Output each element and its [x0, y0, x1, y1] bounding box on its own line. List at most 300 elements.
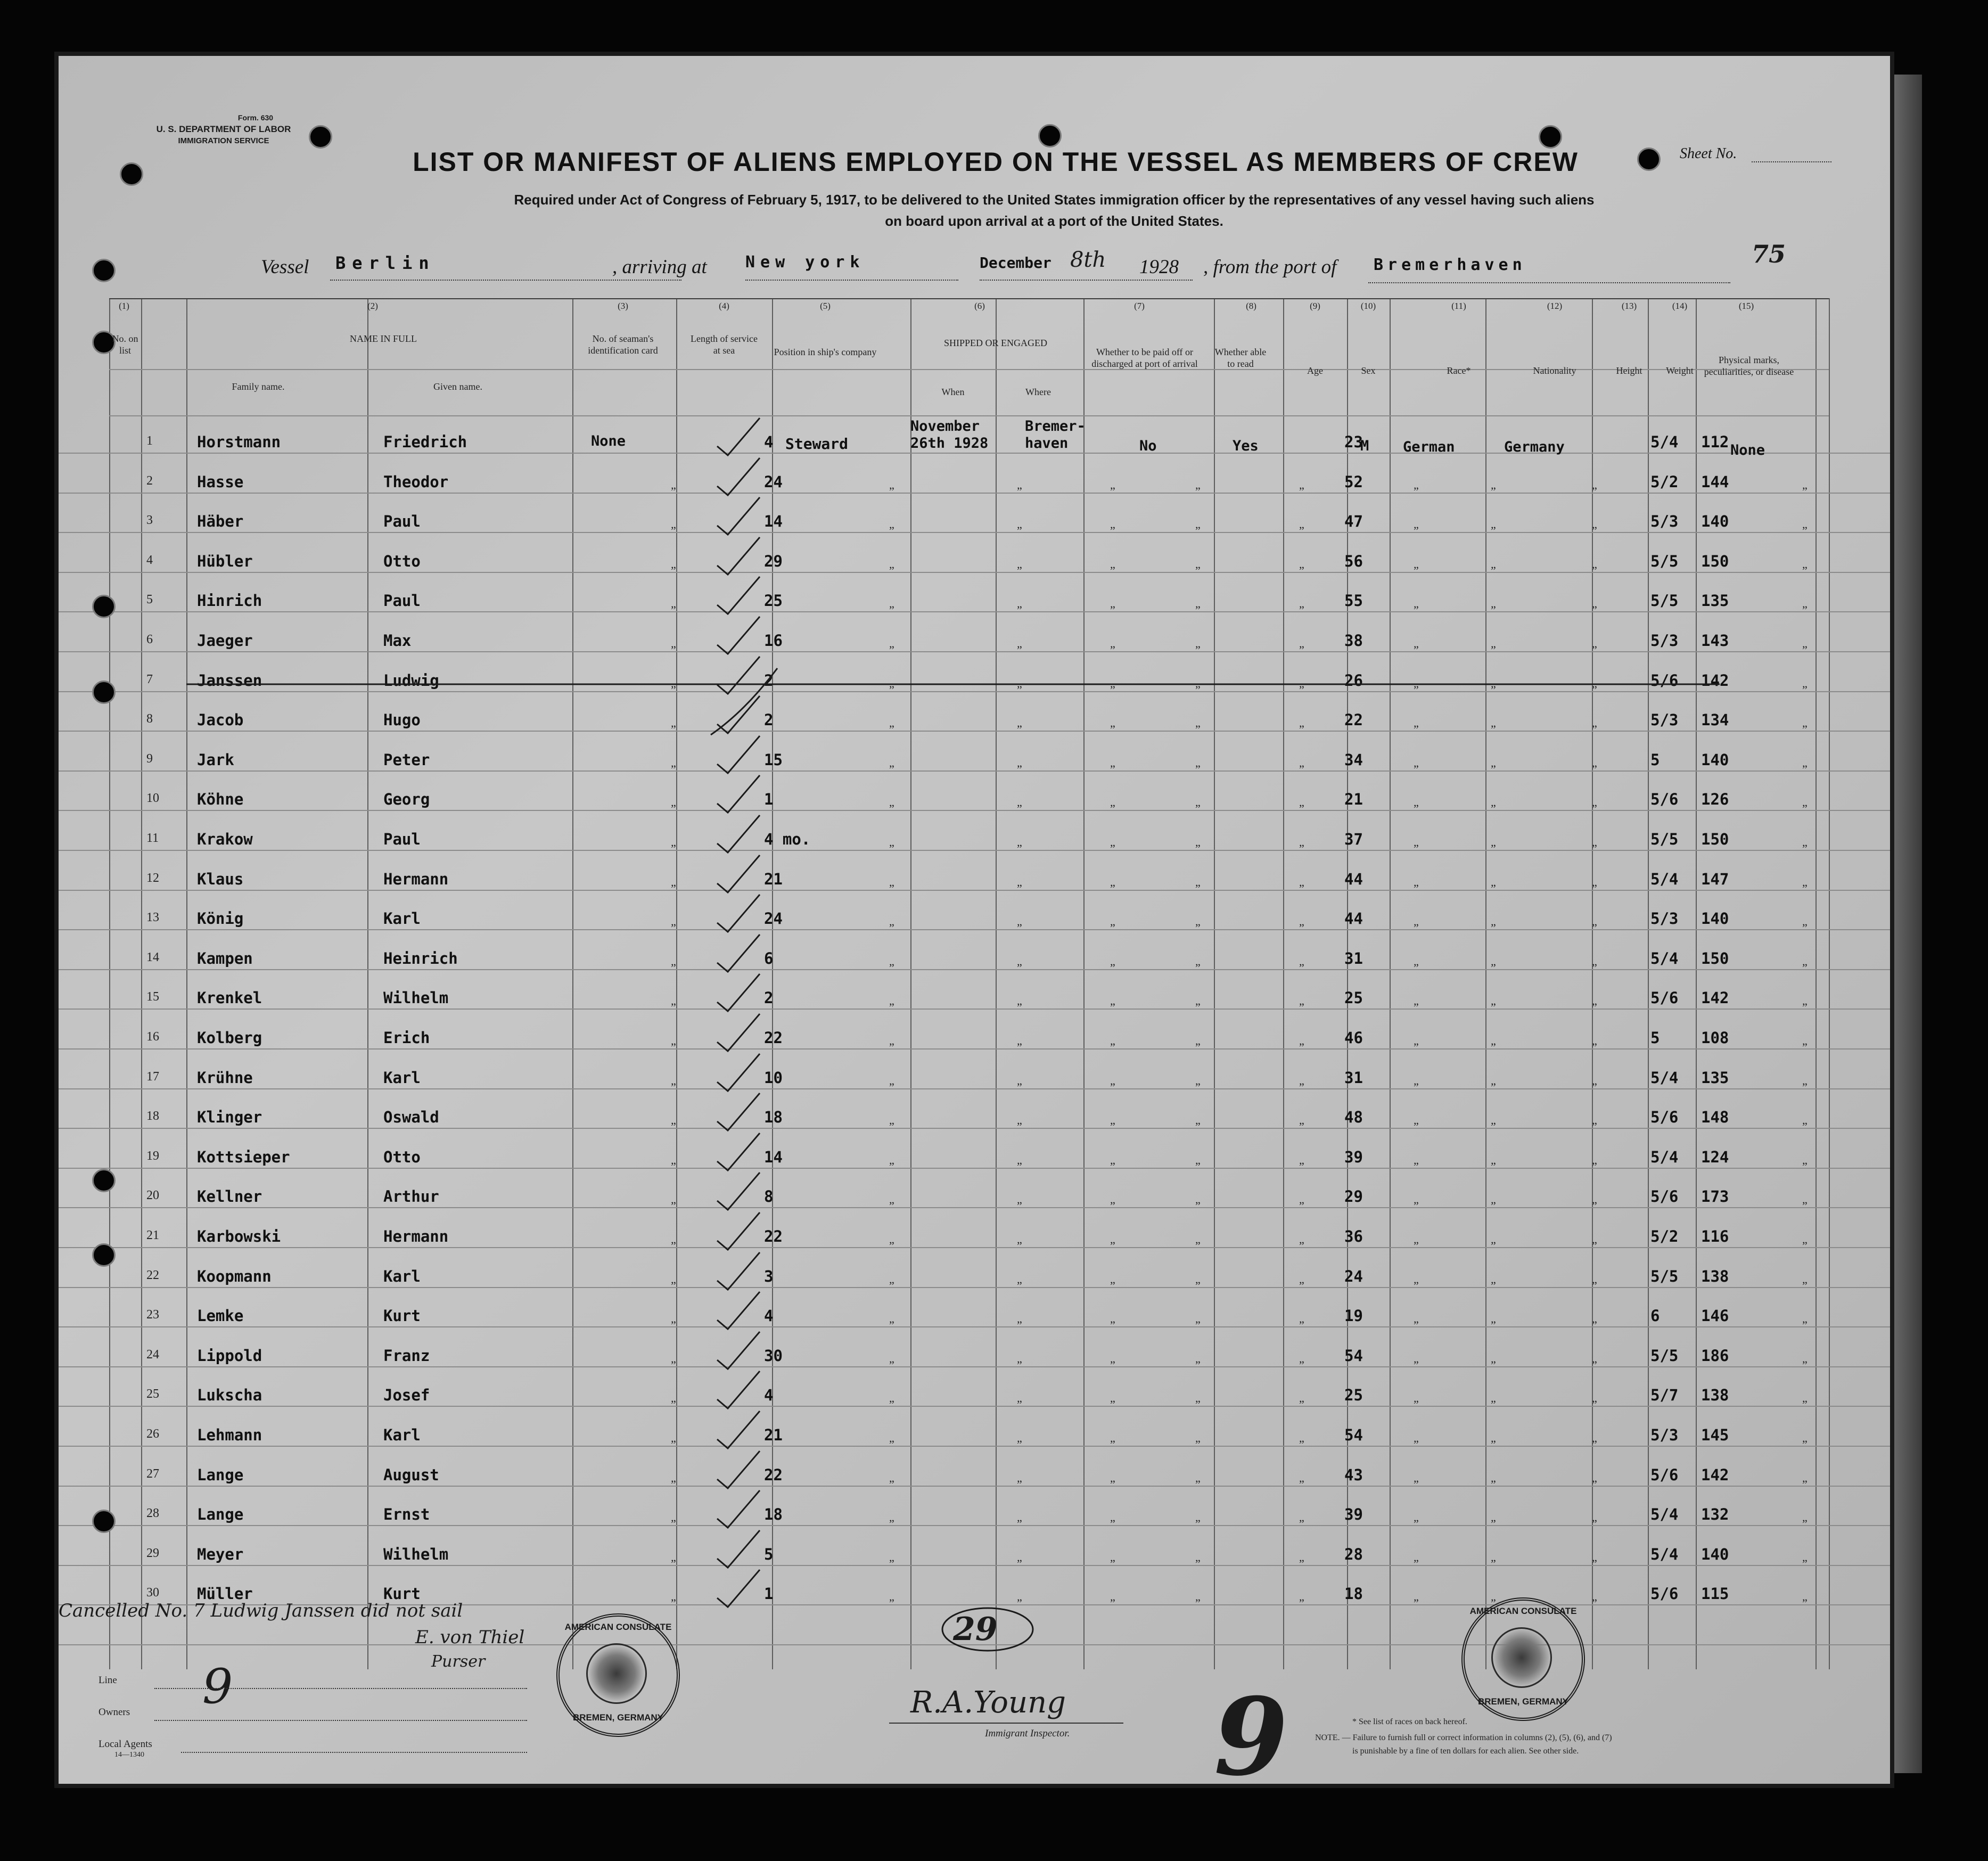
ditto-mark: „ — [1195, 518, 1201, 531]
height: 5 — [1650, 1029, 1660, 1047]
vessel-name: Berlin — [335, 253, 436, 273]
ditto-mark: „ — [1110, 1431, 1115, 1445]
height: 5/6 — [1650, 790, 1679, 809]
service-length: 22 — [764, 1029, 783, 1047]
ditto-mark: „ — [1802, 1272, 1808, 1286]
eagle-seal-icon — [586, 1643, 647, 1704]
service-length: 14 — [764, 512, 783, 531]
ditto-mark: „ — [1017, 1272, 1022, 1286]
ditto-mark: „ — [1110, 1471, 1115, 1485]
ditto-mark: „ — [1491, 1034, 1496, 1047]
height: 5/4 — [1650, 870, 1679, 888]
ditto-mark: „ — [889, 835, 894, 849]
ditto-mark: „ — [1491, 1550, 1496, 1564]
service-length: 4 — [764, 433, 774, 451]
family-name: Häber — [197, 512, 244, 531]
able-read-value: Yes — [1233, 438, 1259, 454]
ditto-mark: „ — [1110, 1351, 1115, 1365]
height: 5/3 — [1650, 512, 1679, 531]
stamp-bottom-text: BREMEN, GERMANY — [1477, 1696, 1568, 1707]
ditto-mark: „ — [1017, 875, 1022, 889]
ditto-mark: „ — [1592, 796, 1597, 809]
ditto-mark: „ — [1195, 796, 1201, 809]
where-value: Bremer- — [1025, 418, 1086, 434]
column-number: (3) — [618, 301, 628, 311]
page-edge — [1890, 75, 1922, 1773]
officer-signature: E. von Thiel — [415, 1627, 525, 1648]
form-number: Form. 630 — [237, 113, 274, 122]
age: 24 — [1344, 1267, 1363, 1285]
ditto-mark: „ — [1491, 1233, 1496, 1246]
ditto-mark: „ — [1414, 1312, 1419, 1326]
ditto-mark: „ — [671, 835, 676, 849]
ditto-mark: „ — [1017, 676, 1022, 690]
ditto-mark: „ — [889, 1550, 894, 1564]
family-name: Janssen — [197, 671, 262, 690]
ditto-mark: „ — [1414, 756, 1419, 769]
family-name: Krühne — [197, 1068, 253, 1087]
column-number: (8) — [1246, 301, 1256, 311]
weight: 144 — [1701, 472, 1729, 491]
row-number: 14 — [146, 950, 159, 964]
form-code: 14—1340 — [114, 1751, 144, 1759]
weight: 143 — [1701, 632, 1729, 650]
ditto-mark: „ — [1802, 915, 1808, 929]
height: 5/4 — [1650, 1147, 1679, 1166]
family-name: Kolberg — [197, 1029, 262, 1047]
ditto-mark: „ — [671, 676, 676, 690]
inspector-label: Immigrant Inspector. — [985, 1728, 1070, 1739]
given-name: August — [383, 1465, 439, 1484]
ditto-mark: „ — [1592, 1431, 1597, 1445]
header-shipped: SHIPPED OR ENGAGED — [943, 338, 1047, 348]
height: 5/7 — [1650, 1386, 1679, 1405]
height: 5/5 — [1650, 1346, 1679, 1365]
ditto-mark: „ — [889, 716, 894, 730]
given-name: Max — [383, 632, 412, 650]
ditto-mark: „ — [1110, 676, 1115, 690]
ditto-mark: „ — [889, 1471, 894, 1485]
ditto-mark: „ — [1802, 518, 1808, 531]
inspector-signature: R.A.Young — [910, 1685, 1066, 1720]
agents-label: Local Agents — [98, 1739, 152, 1750]
row-number: 25 — [146, 1387, 159, 1401]
ditto-mark: „ — [1299, 1034, 1304, 1047]
family-name: Karbowski — [197, 1227, 281, 1245]
given-name: Friedrich — [383, 433, 467, 451]
ditto-mark: „ — [1414, 1590, 1419, 1604]
arriving-label: , arriving at — [612, 256, 707, 278]
column-number: (15) — [1738, 301, 1754, 311]
height: 5/5 — [1650, 830, 1679, 848]
ditto-mark: „ — [671, 557, 676, 571]
ditto-mark: „ — [1195, 478, 1201, 491]
ditto-mark: „ — [671, 716, 676, 730]
line-label: Line — [98, 1675, 117, 1686]
ditto-mark: „ — [671, 1590, 676, 1604]
height: 5/5 — [1650, 1267, 1679, 1285]
ditto-mark: „ — [1802, 756, 1808, 769]
ditto-mark: „ — [671, 1550, 676, 1564]
ditto-mark: „ — [1110, 1153, 1115, 1167]
ditto-mark: „ — [1299, 1073, 1304, 1087]
ditto-mark: „ — [671, 954, 676, 968]
ditto-mark: „ — [1491, 1431, 1496, 1445]
ditto-mark: „ — [1195, 557, 1201, 571]
ditto-mark: „ — [1110, 1113, 1115, 1127]
owners-label: Owners — [98, 1707, 130, 1718]
ditto-mark: „ — [1195, 1391, 1201, 1405]
ditto-mark: „ — [1195, 1550, 1201, 1564]
ditto-mark: „ — [1414, 637, 1419, 650]
given-name: Karl — [383, 1267, 421, 1285]
ditto-mark: „ — [1802, 954, 1808, 968]
ditto-mark: „ — [1017, 597, 1022, 611]
count-circle — [937, 1605, 1038, 1659]
service-name: IMMIGRATION SERVICE — [178, 136, 269, 145]
family-name: Kellner — [197, 1187, 262, 1206]
ditto-mark: „ — [1110, 1511, 1115, 1524]
service-length: 15 — [764, 750, 783, 769]
from-port-label: , from the port of — [1203, 256, 1337, 278]
header-where: Where — [1025, 387, 1051, 397]
ditto-mark: „ — [1592, 1073, 1597, 1087]
given-name: Paul — [383, 512, 421, 531]
ditto-mark: „ — [1802, 1113, 1808, 1127]
ditto-mark: „ — [1592, 637, 1597, 650]
departure-port: Bremerhaven — [1374, 256, 1526, 274]
family-name: Hinrich — [197, 592, 262, 610]
ditto-mark: „ — [1592, 1153, 1597, 1167]
ditto-mark: „ — [1491, 994, 1496, 1008]
given-name: Otto — [383, 1147, 421, 1166]
ditto-mark: „ — [671, 1034, 676, 1047]
height: 5/4 — [1650, 949, 1679, 968]
service-length: 3 — [764, 1267, 774, 1285]
ditto-mark: „ — [889, 875, 894, 889]
header-sex: Sex — [1361, 365, 1376, 376]
header-given-name: Given name. — [433, 381, 482, 392]
weight: 134 — [1701, 711, 1729, 729]
ditto-mark: „ — [1110, 716, 1115, 730]
family-name: Lehmann — [197, 1426, 262, 1444]
given-name: Hugo — [383, 711, 421, 729]
given-name: Franz — [383, 1346, 430, 1365]
weight: 138 — [1701, 1386, 1729, 1405]
family-name: Lemke — [197, 1307, 244, 1325]
height: 5/4 — [1650, 433, 1679, 451]
ditto-mark: „ — [1414, 994, 1419, 1008]
ditto-mark: „ — [1017, 1193, 1022, 1207]
ditto-mark: „ — [1299, 637, 1304, 650]
service-length: 16 — [764, 632, 783, 650]
family-name: Horstmann — [197, 433, 281, 451]
age: 47 — [1344, 512, 1363, 531]
service-length: 4 — [764, 1386, 774, 1405]
header-weight: Weight — [1666, 365, 1694, 376]
ditto-mark: „ — [1802, 1431, 1808, 1445]
ditto-mark: „ — [1802, 1550, 1808, 1564]
agents-underline — [181, 1752, 527, 1753]
ditto-mark: „ — [1017, 1590, 1022, 1604]
ditto-mark: „ — [889, 1351, 894, 1365]
year-text: 1928 — [1139, 256, 1179, 278]
column-number: (14) — [1672, 301, 1688, 311]
seaman-card-value: None — [591, 433, 626, 449]
service-length: 24 — [764, 909, 783, 928]
ditto-mark: „ — [1110, 1550, 1115, 1564]
ditto-mark: „ — [1414, 1153, 1419, 1167]
ditto-mark: „ — [1414, 835, 1419, 849]
height: 5/3 — [1650, 1426, 1679, 1444]
ditto-mark: „ — [1802, 875, 1808, 889]
ditto-mark: „ — [1299, 756, 1304, 769]
document-title: LIST OR MANIFEST OF ALIENS EMPLOYED ON THE VESSEL AS MEMBERS OF CREW — [413, 147, 1579, 177]
family-name: Hasse — [197, 472, 244, 491]
family-name: Lippold — [197, 1346, 262, 1365]
age: 39 — [1344, 1147, 1363, 1166]
ditto-mark: „ — [671, 1193, 676, 1207]
row-number: 20 — [146, 1188, 159, 1203]
consulate-stamp — [1461, 1597, 1585, 1721]
stamp-top-text: AMERICAN CONSULATE — [564, 1622, 672, 1632]
height: 5/3 — [1650, 632, 1679, 650]
row-number: 3 — [146, 513, 153, 528]
given-name: Georg — [383, 790, 430, 809]
ditto-mark: „ — [1592, 557, 1597, 571]
ditto-mark: „ — [1195, 1193, 1201, 1207]
ditto-mark: „ — [1017, 796, 1022, 809]
ditto-mark: „ — [1414, 1511, 1419, 1524]
family-name: Lukscha — [197, 1386, 262, 1405]
service-length: 2 — [764, 989, 774, 1007]
age: 39 — [1344, 1505, 1363, 1524]
family-name: Jacob — [197, 711, 244, 729]
given-name: Wilhelm — [383, 989, 449, 1007]
ditto-mark: „ — [889, 597, 894, 611]
ditto-mark: „ — [1414, 796, 1419, 809]
given-name: Ernst — [383, 1505, 430, 1524]
ditto-mark: „ — [1110, 1272, 1115, 1286]
weight: 146 — [1701, 1307, 1729, 1325]
owners-underline — [154, 1720, 527, 1721]
family-name: Krakow — [197, 830, 253, 848]
arrival-port: New york — [745, 253, 865, 272]
arrival-day: 8th — [1070, 248, 1106, 272]
header-height: Height — [1616, 365, 1642, 376]
service-length: 14 — [764, 1147, 783, 1166]
ditto-mark: „ — [1414, 1351, 1419, 1365]
ditto-mark: „ — [1017, 557, 1022, 571]
service-length: 2 — [764, 711, 774, 729]
weight: 150 — [1701, 552, 1729, 570]
given-name: Paul — [383, 830, 421, 848]
ditto-mark: „ — [889, 676, 894, 690]
subtitle-line: on board upon arrival at a port of the United States. — [885, 213, 1223, 229]
family-name: König — [197, 909, 244, 928]
ditto-mark: „ — [1017, 1431, 1022, 1445]
row-number: 5 — [146, 593, 153, 607]
ditto-mark: „ — [1299, 875, 1304, 889]
department-name: U. S. DEPARTMENT OF LABOR — [156, 124, 291, 134]
row-number: 22 — [146, 1268, 159, 1282]
ditto-mark: „ — [1491, 1351, 1496, 1365]
vessel-label: Vessel — [261, 256, 309, 278]
service-length: 18 — [764, 1505, 783, 1524]
count-circled: 29 — [953, 1611, 998, 1648]
ditto-mark: „ — [1802, 557, 1808, 571]
ditto-mark: „ — [1414, 478, 1419, 491]
cancellation-note: Cancelled No. 7 Ludwig Janssen did not sail — [59, 1600, 463, 1621]
ditto-mark: „ — [671, 1431, 676, 1445]
ditto-mark: „ — [1802, 676, 1808, 690]
ditto-mark: „ — [889, 1073, 894, 1087]
ditto-mark: „ — [1414, 1471, 1419, 1485]
ditto-mark: „ — [889, 1153, 894, 1167]
ditto-mark: „ — [671, 994, 676, 1008]
row-number: 2 — [146, 473, 153, 488]
ditto-mark: „ — [1802, 1391, 1808, 1405]
column-number: (4) — [719, 301, 729, 311]
given-name: Ludwig — [383, 671, 439, 690]
ditto-mark: „ — [1195, 994, 1201, 1008]
ditto-mark: „ — [1414, 1113, 1419, 1127]
age: 44 — [1344, 870, 1363, 888]
weight: 148 — [1701, 1108, 1729, 1127]
age: 54 — [1344, 1346, 1363, 1365]
weight: 132 — [1701, 1505, 1729, 1524]
ditto-mark: „ — [1110, 1034, 1115, 1047]
ditto-mark: „ — [1299, 1471, 1304, 1485]
line-underline — [154, 1688, 527, 1689]
family-name: Klaus — [197, 870, 244, 888]
column-number: (1) — [119, 301, 129, 311]
service-length: 1 — [764, 1585, 774, 1603]
service-length: 6 — [764, 949, 774, 968]
ditto-mark: „ — [1195, 1153, 1201, 1167]
given-name: Karl — [383, 1068, 421, 1087]
row-number: 24 — [146, 1347, 159, 1362]
ditto-mark: „ — [1592, 1471, 1597, 1485]
family-name: Klinger — [197, 1108, 262, 1127]
ditto-mark: „ — [1195, 756, 1201, 769]
ditto-mark: „ — [1017, 1312, 1022, 1326]
ditto-mark: „ — [1414, 518, 1419, 531]
given-name: Theodor — [383, 472, 449, 491]
ditto-mark: „ — [1110, 1590, 1115, 1604]
ditto-mark: „ — [1299, 557, 1304, 571]
ditto-mark: „ — [889, 1312, 894, 1326]
weight: 140 — [1701, 1545, 1729, 1563]
row-number: 26 — [146, 1427, 159, 1441]
height: 5/4 — [1650, 1545, 1679, 1563]
ditto-mark: „ — [1299, 915, 1304, 929]
ditto-mark: „ — [1802, 1233, 1808, 1246]
consulate-stamp — [556, 1613, 680, 1737]
ditto-mark: „ — [1592, 1193, 1597, 1207]
ditto-mark: „ — [889, 954, 894, 968]
ditto-mark: „ — [1592, 1351, 1597, 1365]
age: 46 — [1344, 1029, 1363, 1047]
given-name: Wilhelm — [383, 1545, 449, 1563]
ditto-mark: „ — [1299, 1193, 1304, 1207]
ditto-mark: „ — [1195, 1272, 1201, 1286]
ditto-mark: „ — [1299, 518, 1304, 531]
row-number: 27 — [146, 1466, 159, 1481]
ditto-mark: „ — [1195, 1511, 1201, 1524]
family-name: Hübler — [197, 552, 253, 570]
ditto-mark: „ — [1195, 1471, 1201, 1485]
ditto-mark: „ — [1195, 1312, 1201, 1326]
family-name: Jark — [197, 750, 234, 769]
ditto-mark: „ — [1491, 1193, 1496, 1207]
header-physical-marks: Physical marks, peculiarities, or disease — [1704, 355, 1794, 377]
ditto-mark: „ — [1414, 915, 1419, 929]
ditto-mark: „ — [1017, 1511, 1022, 1524]
family-name: Müller — [197, 1585, 253, 1603]
ditto-mark: „ — [671, 518, 676, 531]
ditto-mark: „ — [1017, 1351, 1022, 1365]
marks-value: None — [1730, 442, 1765, 458]
ditto-mark: „ — [1110, 478, 1115, 491]
ditto-mark: „ — [1414, 1034, 1419, 1047]
ditto-mark: „ — [1110, 1312, 1115, 1326]
given-name: Heinrich — [383, 949, 458, 968]
header-position: Position in ship's company — [774, 347, 877, 357]
header-length-service: Length of service at sea — [691, 333, 758, 356]
age: 34 — [1344, 750, 1363, 769]
ditto-mark: „ — [889, 1272, 894, 1286]
row-number: 11 — [146, 831, 159, 845]
column-number: (13) — [1621, 301, 1637, 311]
header-no-on-list: No. on list — [112, 333, 138, 356]
ditto-mark: „ — [1802, 835, 1808, 849]
height: 5/6 — [1650, 1465, 1679, 1484]
ditto-mark: „ — [889, 756, 894, 769]
ditto-mark: „ — [1414, 1193, 1419, 1207]
ditto-mark: „ — [1802, 1471, 1808, 1485]
row-number: 4 — [146, 553, 153, 567]
ditto-mark: „ — [1195, 597, 1201, 611]
ditto-mark: „ — [1802, 1073, 1808, 1087]
ditto-mark: „ — [671, 875, 676, 889]
ditto-mark: „ — [671, 756, 676, 769]
ditto-mark: „ — [1017, 478, 1022, 491]
age: 44 — [1344, 909, 1363, 928]
ditto-mark: „ — [671, 1511, 676, 1524]
ditto-mark: „ — [1491, 1113, 1496, 1127]
ditto-mark: „ — [1110, 796, 1115, 809]
height: 5/6 — [1650, 671, 1679, 690]
weight: 142 — [1701, 989, 1729, 1007]
ditto-mark: „ — [1299, 1233, 1304, 1246]
inspector-line — [889, 1723, 1123, 1724]
age: 28 — [1344, 1545, 1363, 1563]
weight: 173 — [1701, 1187, 1729, 1206]
ditto-mark: „ — [1491, 557, 1496, 571]
ditto-mark: „ — [1491, 1471, 1496, 1485]
ditto-mark: „ — [671, 915, 676, 929]
ditto-mark: „ — [1592, 835, 1597, 849]
height: 6 — [1650, 1307, 1660, 1325]
ditto-mark: „ — [671, 1471, 676, 1485]
family-name: Kottsieper — [197, 1147, 290, 1166]
when-value: 26th 1928 — [910, 435, 989, 452]
ditto-mark: „ — [1491, 1391, 1496, 1405]
stamp-top-text: AMERICAN CONSULATE — [1469, 1606, 1577, 1616]
row-number: 21 — [146, 1228, 159, 1242]
ditto-mark: „ — [1491, 637, 1496, 650]
